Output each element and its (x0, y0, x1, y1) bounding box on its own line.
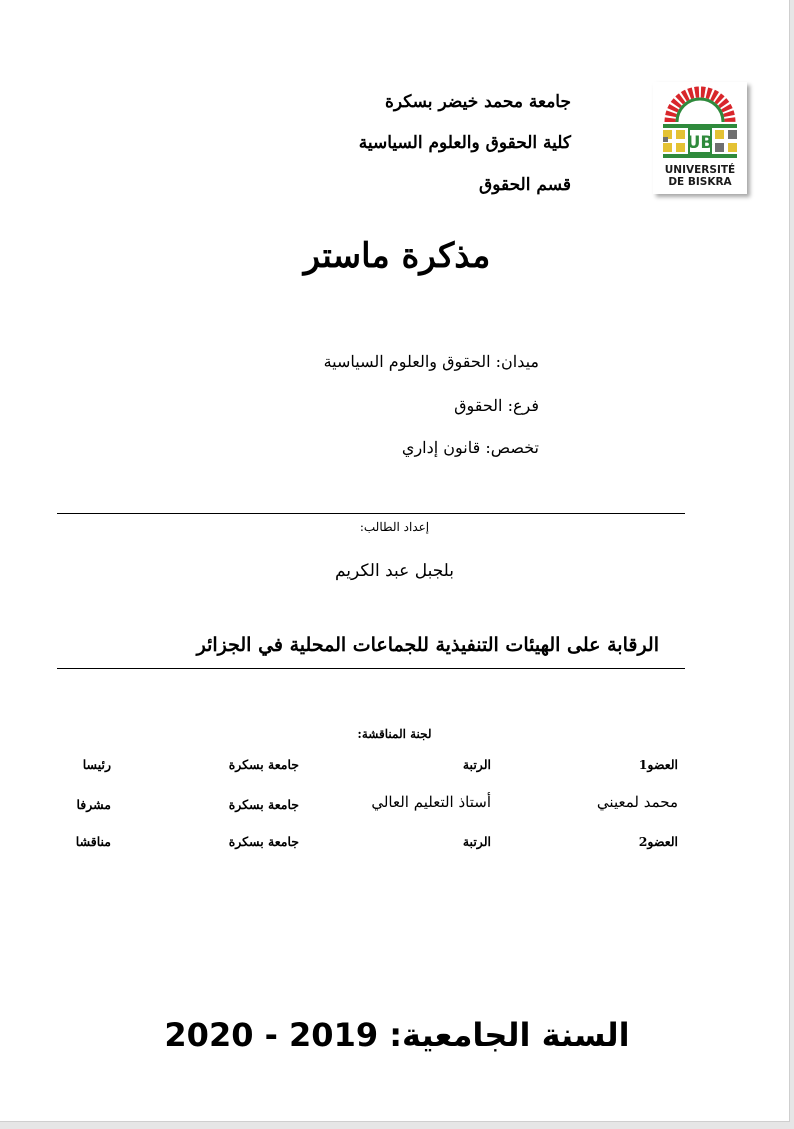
field-specialty: تخصص: قانون إداري (401, 438, 539, 457)
student-label: إعداد الطالب: (359, 520, 430, 534)
committee-label: لجنة المناقشة: (357, 727, 432, 741)
member-name: محمد لمعيني (596, 793, 678, 811)
member-rank: الرتبة (462, 757, 491, 772)
svg-text:UB: UB (686, 133, 714, 153)
member-role: مناقشا (75, 834, 111, 849)
member-rank: الرتبة (462, 834, 491, 849)
logo-line1: UNIVERSITÉ (664, 164, 736, 176)
divider-bottom (57, 668, 685, 669)
member-rank: أستاذ التعليم العالي (371, 793, 491, 811)
divider-top (57, 513, 685, 514)
university-logo (653, 82, 747, 194)
university-name: جامعة محمد خيضر بسكرة (384, 92, 571, 112)
faculty-name: كلية الحقوق والعلوم السياسية (358, 133, 571, 153)
logo-line2: DE BISKRA (668, 176, 732, 188)
student-name: بلجبل عبد الكريم (334, 561, 455, 581)
field-domain: ميدان: الحقوق والعلوم السياسية (323, 352, 539, 371)
member-role: رئيسا (82, 757, 111, 772)
department-name: قسم الحقوق (479, 175, 571, 195)
member-university: جامعة بسكرة (228, 797, 299, 812)
thesis-title: الرقابة على الهيئات التنفيذية للجماعات المحلية في الجزائر (196, 634, 659, 656)
member-name: العضو1 (638, 757, 678, 772)
member-role: مشرفا (76, 797, 111, 812)
logo-emblem-icon (653, 82, 747, 164)
academic-year: السنة الجامعية: 2019 - 2020 (164, 1016, 630, 1054)
field-branch: فرع: الحقوق (454, 396, 539, 415)
member-name: العضو2 (638, 834, 678, 849)
page-title: مذكرة ماستر (303, 236, 491, 276)
member-university: جامعة بسكرة (228, 834, 299, 849)
member-university: جامعة بسكرة (228, 757, 299, 772)
